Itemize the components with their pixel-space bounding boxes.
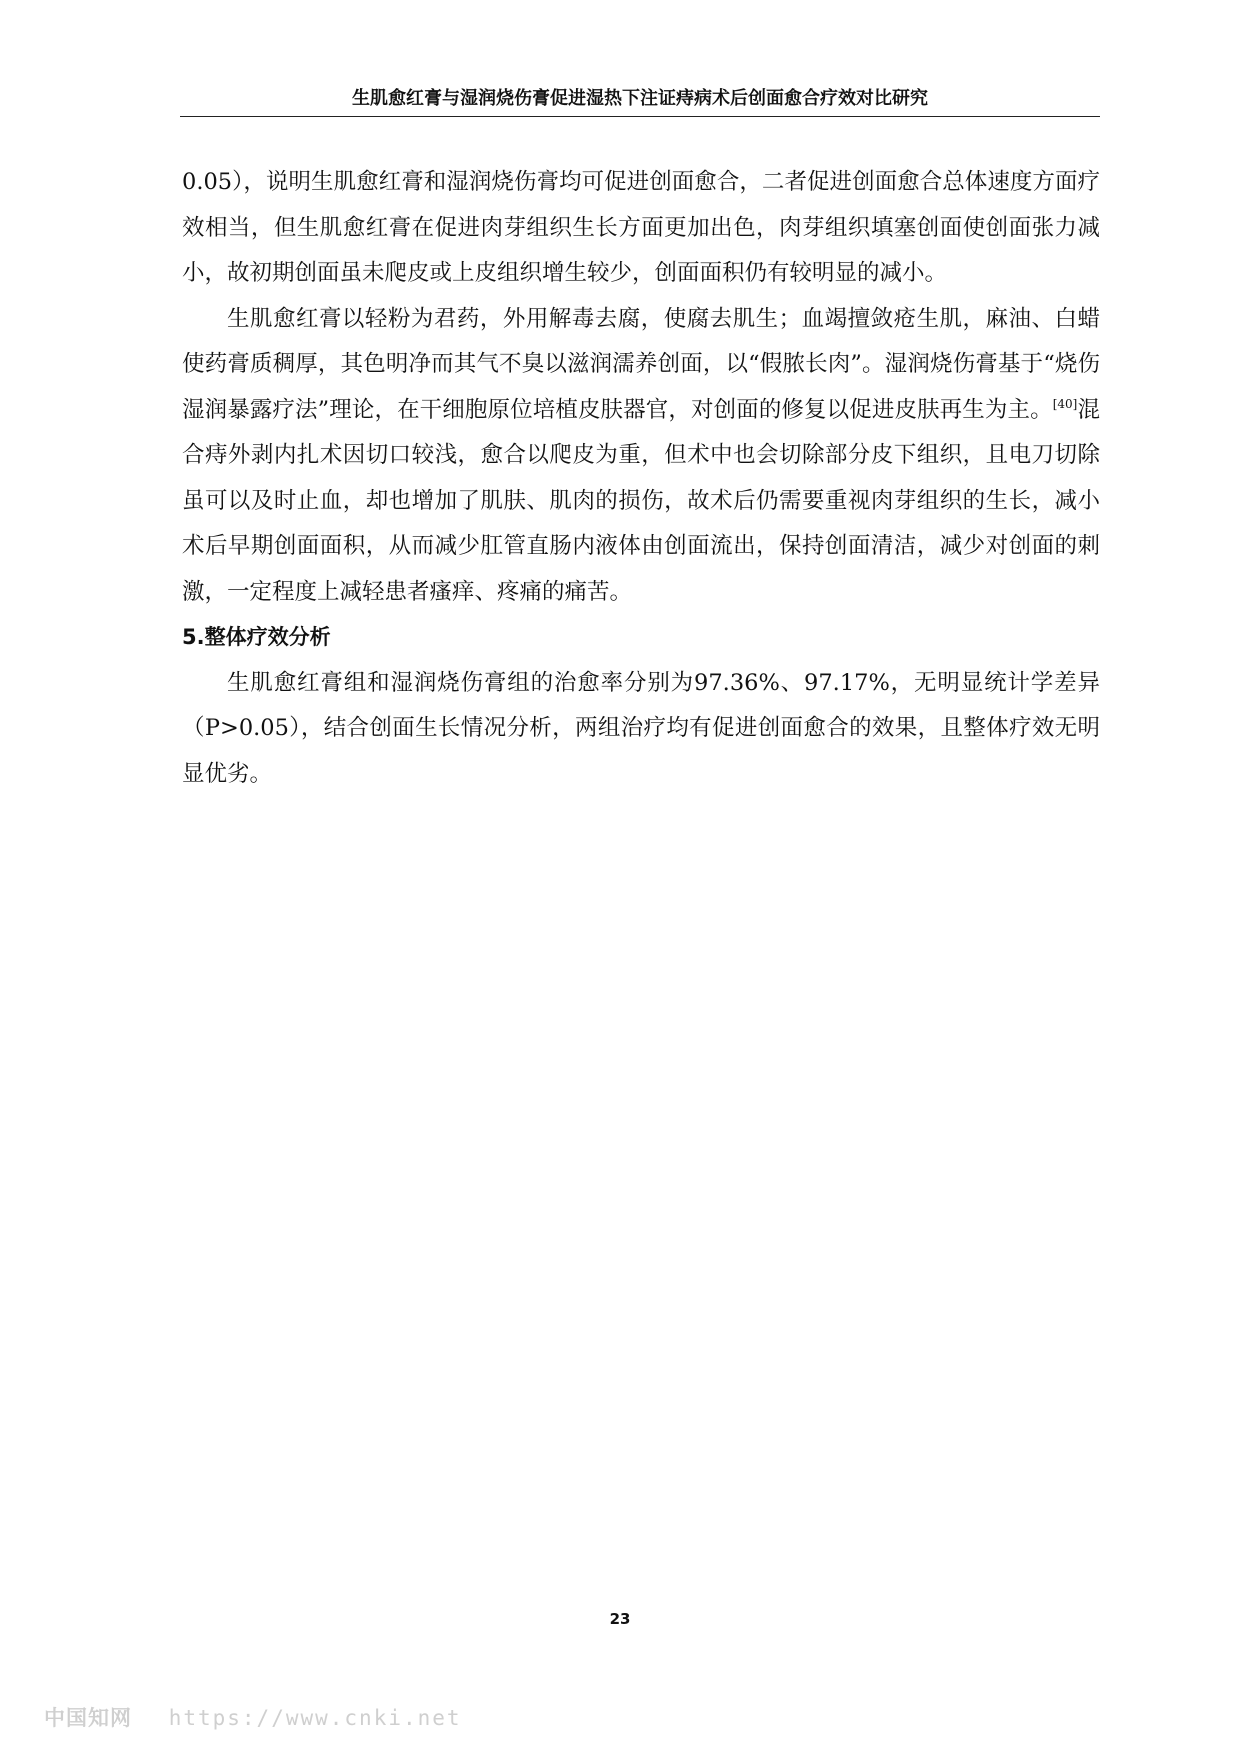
cnki-watermark: [44, 1702, 462, 1732]
running-header-title: 生肌愈红膏与湿润烧伤膏促进湿热下注证痔病术后创面愈合疗效对比研究: [352, 88, 928, 109]
paragraph-text-before-citation: 生肌愈红膏以轻粉为君药，外用解毒去腐，使腐去肌生；血竭擅敛疮生肌，麻油、白蜡使药膏质稠厚，其色明净而其气不臭以滋润濡养创面，以“假脓长肉”。湿润烧伤膏基于“烧伤湿润暴露疗法”理论，在干细胞原位培植皮肤器官，对创面的修复以促进皮肤再生为主。: [182, 305, 1100, 423]
paragraph-overall-efficacy: 生肌愈红膏组和湿润烧伤膏组的治愈率分别为97.36%、97.17%，无明显统计学差异（P>0.05），结合创面生长情况分析，两组治疗均有促进创面愈合的效果，且整体疗效无明显优劣。: [182, 669, 1100, 787]
paragraph-formula-discussion: [182, 297, 1100, 616]
watermark-logo-text: 中国知网: [44, 1706, 132, 1730]
watermark-url: https://www.cnki.net: [168, 1706, 462, 1730]
page-number: 23: [609, 1610, 631, 1628]
paragraph-continuation: 0.05），说明生肌愈红膏和湿润烧伤膏均可促进创面愈合，二者促进创面愈合总体速度方面疗效相当，但生肌愈红膏在促进肉芽组织生长方面更加出色，肉芽组织填塞创面使创面张力减小，故初期创面虽未爬皮或上皮组织增生较少，创面面积仍有较明显的减小。: [182, 169, 1100, 286]
citation-reference: [40]: [1052, 396, 1078, 411]
paragraph-text-after-citation: 混合痔外剥内扎术因切口较浅，愈合以爬皮为重，但术中也会切除部分皮下组织，且电刀切除虽可以及时止血，却也增加了肌肤、肌肉的损伤，故术后仍需要重视肉芽组织的生长，减小术后早期创面面积，从而减少肛管直肠内液体由创面流出，保持创面清洁，减少对创面的刺激，一定程度上减轻患者瘙痒、疼痛的痛苦。: [182, 396, 1100, 605]
body-text: [182, 160, 1100, 797]
section-heading: 5.整体疗效分析: [182, 625, 331, 649]
header-divider: [180, 116, 1100, 117]
